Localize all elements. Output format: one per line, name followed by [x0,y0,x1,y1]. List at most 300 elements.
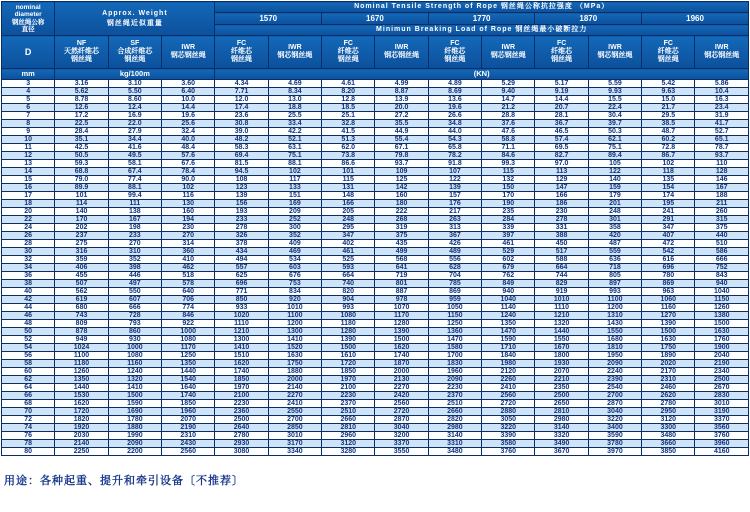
value-cell: 920 [268,296,321,304]
value-cell: 762 [482,272,535,280]
value-cell: 157 [428,192,481,200]
value-cell: 1690 [108,408,161,416]
rope-table-body [2,80,749,456]
value-cell: 696 [642,264,695,272]
value-cell: 2090 [108,440,161,448]
core-code: FC [663,40,673,47]
value-cell: 616 [642,256,695,264]
value-cell: 1440 [535,328,588,336]
diameter-value: 50 [2,328,55,336]
value-cell: 50.3 [588,128,641,136]
value-cell: 19.6 [428,104,481,112]
core-zh2: 钢丝绳 [551,56,573,63]
value-cell: 14.4 [535,96,588,104]
value-cell: 109 [375,168,428,176]
value-cell: 97.0 [535,160,588,168]
core-zh1: 钢芯钢丝绳 [384,52,420,59]
value-cell: 3.10 [108,80,161,88]
value-cell: 10.4 [695,88,749,96]
table-row [2,416,749,424]
value-cell: 116 [162,192,215,200]
value-cell: 1620 [215,360,268,368]
value-cell: 3340 [268,448,321,456]
value-cell: 1620 [375,344,428,352]
value-cell: 241 [642,208,695,216]
value-cell: 123 [215,184,268,192]
value-cell: 1500 [322,344,375,352]
value-cell: 664 [322,272,375,280]
core-code: IWR [394,44,409,51]
value-cell: 46.5 [535,128,588,136]
nominal-diameter-line-en2: diameter [14,11,42,19]
value-cell: 75.1 [588,144,641,152]
value-cell: 32.8 [322,120,375,128]
value-cell: 805 [588,272,641,280]
value-cell: 850 [215,296,268,304]
value-cell: 2500 [535,392,588,400]
value-cell: 5.59 [588,80,641,88]
table-row [2,232,749,240]
value-cell: 3660 [642,440,695,448]
value-cell: 2030 [55,432,108,440]
value-cell: 110 [695,160,749,168]
value-cell: 2550 [268,408,321,416]
value-cell: 4160 [695,448,749,456]
table-row [2,88,749,96]
value-cell: 3320 [535,432,588,440]
value-cell: 1960 [162,408,215,416]
value-cell: 68.8 [55,168,108,176]
value-cell: 1750 [642,344,695,352]
table-row [2,176,749,184]
value-cell: 1530 [55,392,108,400]
core-zh2: 钢丝绳 [337,56,359,63]
value-cell: 117 [268,176,321,184]
value-cell: 79.0 [55,176,108,184]
value-cell: 8.78 [55,96,108,104]
value-cell: 2870 [588,400,641,408]
value-cell: 2810 [322,424,375,432]
value-cell: 347 [322,232,375,240]
strength-1670: 1670 [322,13,429,25]
value-cell: 588 [535,256,588,264]
value-cell: 18.8 [268,104,321,112]
value-cell: 201 [588,200,641,208]
nominal-diameter-line-zh2: 直径 [21,25,35,33]
value-cell: 499 [375,248,428,256]
value-cell: 388 [535,232,588,240]
value-cell: 1100 [55,352,108,360]
diameter-value: 11 [2,144,55,152]
value-cell: 89.9 [55,184,108,192]
value-cell: 409 [268,240,321,248]
diameter-value: 74 [2,424,55,432]
value-cell: 2020 [642,360,695,368]
value-cell: 107 [428,168,481,176]
table-row [2,96,749,104]
diameter-value: 9 [2,128,55,136]
value-cell: 81.5 [215,160,268,168]
value-cell: 462 [162,264,215,272]
value-cell: 125 [375,176,428,184]
value-cell: 28.1 [535,112,588,120]
value-cell: 1470 [482,328,535,336]
value-cell: 72.8 [642,144,695,152]
value-cell: 2780 [215,432,268,440]
table-row [2,344,749,352]
value-cell: 44.9 [375,128,428,136]
value-cell: 62.1 [588,136,641,144]
table-row [2,112,749,120]
value-cell: 8.34 [268,88,321,96]
core-iwr-1670-header [375,36,428,69]
core-code: FC [556,40,567,47]
value-cell: 37.6 [482,120,535,128]
value-cell: 1080 [162,336,215,344]
value-cell: 378 [215,240,268,248]
value-cell: 562 [55,288,108,296]
value-cell: 2820 [428,416,481,424]
core-fc-1570-header [215,36,268,69]
value-cell: 1880 [268,368,321,376]
value-cell: 1440 [162,368,215,376]
units-row [2,69,749,80]
value-cell: 2810 [535,408,588,416]
value-cell: 18.5 [322,104,375,112]
value-cell: 23.4 [695,104,749,112]
value-cell: 78.4 [162,168,215,176]
value-cell: 743 [55,312,108,320]
value-cell: 1390 [375,328,428,336]
value-cell: 252 [268,216,321,224]
value-cell: 34.4 [108,136,161,144]
value-cell: 619 [55,296,108,304]
value-cell: 2230 [215,400,268,408]
value-cell: 510 [695,240,749,248]
value-cell: 774 [162,304,215,312]
breaking-load-header: Minimun Breaking Load of Rope 钢丝绳最小破断拉力 [215,25,749,36]
value-cell: 57.4 [535,136,588,144]
core-fc-1870-header [535,36,588,69]
value-cell: 86.7 [642,152,695,160]
table-row [2,296,749,304]
value-cell: 284 [482,216,535,224]
value-cell: 1500 [375,336,428,344]
value-cell: 2540 [588,384,641,392]
unit-mm: mm [2,69,55,80]
value-cell: 170 [482,192,535,200]
value-cell: 235 [482,208,535,216]
value-cell: 489 [428,248,481,256]
value-cell: 407 [642,232,695,240]
value-cell: 2670 [695,384,749,392]
value-cell: 434 [215,248,268,256]
value-cell: 1760 [695,336,749,344]
approx-weight-title-zh: 钢丝绳近似重量 [106,19,163,27]
value-cell: 1250 [428,320,481,328]
value-cell: 801 [375,280,428,288]
value-cell: 518 [162,272,215,280]
value-cell: 2310 [642,376,695,384]
table-row [2,208,749,216]
value-cell: 2410 [482,384,535,392]
value-cell: 1630 [268,352,321,360]
value-cell: 3970 [588,448,641,456]
table-row [2,240,749,248]
value-cell: 154 [642,184,695,192]
value-cell: 139 [428,184,481,192]
value-cell: 5.62 [55,88,108,96]
value-cell: 135 [642,176,695,184]
value-cell: 2410 [268,400,321,408]
value-cell: 1260 [695,304,749,312]
value-cell: 2780 [642,400,695,408]
value-cell: 785 [428,280,481,288]
value-cell: 14.7 [482,96,535,104]
value-cell: 679 [482,264,535,272]
value-cell: 4.69 [268,80,321,88]
value-cell: 2310 [162,432,215,440]
value-cell: 108 [215,176,268,184]
value-cell: 1900 [695,344,749,352]
value-cell: 1550 [535,336,588,344]
value-cell: 2560 [375,400,428,408]
value-cell: 367 [428,232,481,240]
value-cell: 26.6 [428,112,481,120]
value-cell: 771 [215,288,268,296]
value-cell: 188 [695,192,749,200]
core-zh2: 钢丝绳 [657,56,679,63]
value-cell: 12.6 [55,104,108,112]
value-cell: 1740 [215,368,268,376]
value-cell: 2560 [162,448,215,456]
diameter-value: 14 [2,168,55,176]
value-cell: 78.2 [428,152,481,160]
value-cell: 268 [375,216,428,224]
value-cell: 230 [162,224,215,232]
value-cell: 79.8 [375,152,428,160]
value-cell: 1110 [535,304,588,312]
value-cell: 497 [108,280,161,288]
value-cell: 21.7 [642,104,695,112]
value-cell: 3140 [535,424,588,432]
diameter-value: 15 [2,176,55,184]
value-cell: 118 [642,168,695,176]
core-sf-header [108,36,161,69]
table-row [2,128,749,136]
value-cell: 1070 [375,304,428,312]
value-cell: 270 [162,232,215,240]
value-cell: 919 [535,288,588,296]
value-cell: 131 [322,184,375,192]
core-zh1: 纤维芯 [551,48,573,55]
value-cell: 1670 [535,344,588,352]
value-cell: 2170 [642,368,695,376]
value-cell: 84.6 [482,152,535,160]
value-cell: 1780 [108,416,161,424]
value-cell: 1390 [322,336,375,344]
value-cell: 3550 [375,448,428,456]
diameter-value: 40 [2,288,55,296]
nominal-diameter-header [2,2,55,36]
value-cell: 67.1 [375,144,428,152]
value-cell: 22.0 [108,120,161,128]
value-cell: 2140 [268,384,321,392]
value-cell: 115 [322,176,375,184]
value-cell: 556 [428,256,481,264]
value-cell: 568 [375,256,428,264]
value-cell: 1250 [162,352,215,360]
value-cell: 2460 [642,384,695,392]
value-cell: 461 [322,248,375,256]
value-cell: 71.1 [482,144,535,152]
value-cell: 1170 [375,312,428,320]
value-cell: 44.0 [428,128,481,136]
value-cell: 73.8 [322,152,375,160]
table-row [2,272,749,280]
core-iwr-1770-header [482,36,535,69]
value-cell: 2500 [695,376,749,384]
diameter-value: 28 [2,240,55,248]
value-cell: 2270 [268,392,321,400]
value-cell: 487 [588,240,641,248]
value-cell: 1200 [268,320,321,328]
value-cell: 2720 [375,408,428,416]
value-cell: 167 [108,216,161,224]
value-cell: 13.9 [375,96,428,104]
diameter-value: 42 [2,296,55,304]
value-cell: 3310 [428,440,481,448]
value-cell: 1320 [108,376,161,384]
value-cell: 2190 [162,424,215,432]
value-cell: 58.3 [215,144,268,152]
value-cell: 517 [535,248,588,256]
value-cell: 1720 [322,360,375,368]
value-cell: 2360 [215,408,268,416]
value-cell: 1850 [215,376,268,384]
value-cell: 275 [55,240,108,248]
value-cell: 2930 [215,440,268,448]
value-cell: 2500 [215,416,268,424]
value-cell: 1040 [695,288,749,296]
value-cell: 41.6 [108,144,161,152]
value-cell: 636 [588,256,641,264]
value-cell: 1280 [322,328,375,336]
nominal-diameter-line-zh1: 钢丝绳公称 [11,18,45,26]
value-cell: 263 [428,216,481,224]
value-cell: 2200 [108,448,161,456]
value-cell: 15.5 [588,96,641,104]
table-row [2,184,749,192]
value-cell: 410 [162,256,215,264]
value-cell: 3300 [642,424,695,432]
value-cell: 28.4 [55,128,108,136]
value-cell: 550 [108,288,161,296]
value-cell: 270 [108,240,161,248]
value-cell: 2850 [268,424,321,432]
value-cell: 60.2 [642,136,695,144]
table-row [2,136,749,144]
value-cell: 1170 [162,344,215,352]
value-cell: 30.4 [588,112,641,120]
core-zh1: 钢芯钢丝绳 [170,52,206,59]
value-cell: 3670 [535,448,588,456]
core-code: NF [76,40,87,47]
value-cell: 940 [482,288,535,296]
value-cell: 3.60 [162,80,215,88]
value-cell: 190 [482,200,535,208]
value-cell: 3200 [375,432,428,440]
value-cell: 1410 [108,384,161,392]
value-cell: 13.0 [268,96,321,104]
value-cell: 2700 [268,416,321,424]
value-cell: 291 [642,216,695,224]
core-zh1: 纤维芯 [231,48,253,55]
value-cell: 9.40 [482,88,535,96]
value-cell: 8.69 [428,88,481,96]
value-cell: 65.1 [695,136,749,144]
value-cell: 113 [535,168,588,176]
value-cell: 310 [108,248,161,256]
value-cell: 2640 [215,424,268,432]
value-cell: 278 [215,224,268,232]
value-cell: 315 [695,216,749,224]
value-cell: 3.16 [55,80,108,88]
diameter-value: 6 [2,104,55,112]
value-cell: 331 [535,224,588,232]
value-cell: 1630 [642,336,695,344]
value-cell: 897 [588,280,641,288]
value-cell: 205 [322,208,375,216]
core-fc-1770-header [428,36,481,69]
value-cell: 3220 [588,416,641,424]
table-row [2,168,749,176]
value-cell: 101 [322,168,375,176]
value-cell: 3220 [482,424,535,432]
value-cell: 54.3 [428,136,481,144]
value-cell: 30.8 [215,120,268,128]
table-row [2,216,749,224]
value-cell: 1320 [535,320,588,328]
value-cell: 2230 [322,392,375,400]
value-cell: 744 [535,272,588,280]
table-row [2,152,749,160]
core-code: IWR [181,44,195,51]
diameter-value: 72 [2,416,55,424]
value-cell: 450 [535,240,588,248]
value-cell: 3480 [428,448,481,456]
table-row [2,192,749,200]
diameter-value: 13 [2,160,55,168]
value-cell: 1310 [588,312,641,320]
diameter-value: 58 [2,360,55,368]
value-cell: 122 [588,168,641,176]
value-cell: 1150 [695,296,749,304]
value-cell: 47.6 [482,128,535,136]
table-row [2,376,749,384]
value-cell: 878 [55,328,108,336]
table-row [2,248,749,256]
table-row [2,400,749,408]
value-cell: 1500 [695,320,749,328]
value-cell: 58.8 [482,136,535,144]
value-cell: 557 [215,264,268,272]
diameter-value: 68 [2,400,55,408]
value-cell: 933 [215,304,268,312]
value-cell: 2100 [215,392,268,400]
table-row [2,144,749,152]
value-cell: 16.3 [695,96,749,104]
